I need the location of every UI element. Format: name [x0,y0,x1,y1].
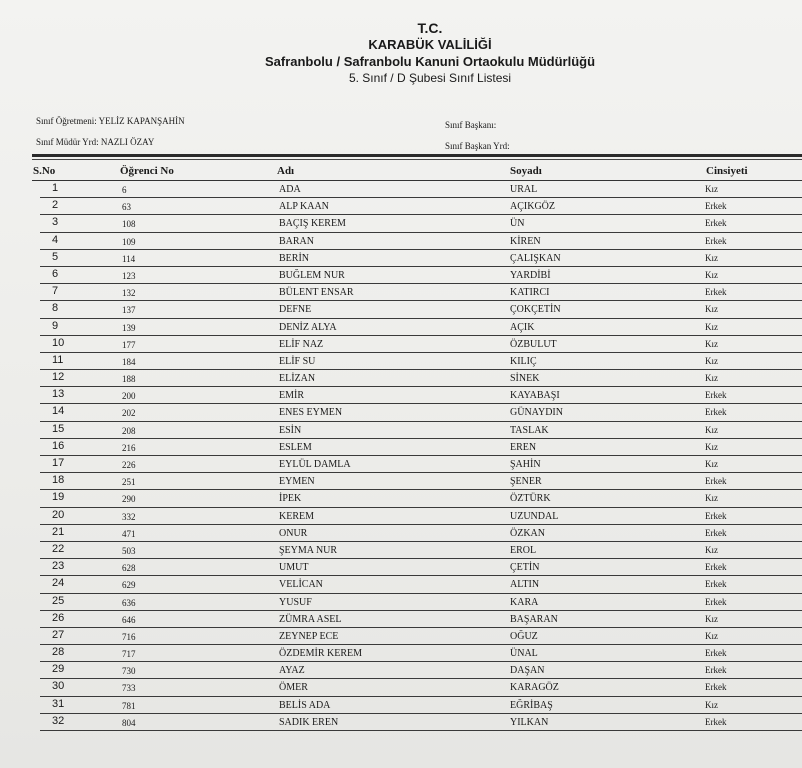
cell-name: UMUT [279,562,309,574]
cell-name: ENES EYMEN [279,407,343,419]
cell-sno: 2 [52,199,59,212]
cell-sno: 20 [52,508,65,521]
cell-sno: 18 [52,474,65,487]
cell-student-no: 646 [122,614,136,625]
cell-student-no: 200 [122,391,136,402]
cell-surname: EĞRİBAŞ [510,699,553,711]
class-president-label: Sınıf Başkanı: [445,120,497,130]
table-row [0,542,802,559]
cell-name: EMİR [279,390,304,402]
cell-student-no: 332 [122,511,136,522]
cell-sno: 12 [52,371,65,384]
cell-gender: Kız [705,252,718,263]
cell-sno: 26 [52,611,65,624]
col-header-student-no: Öğrenci No [120,165,174,177]
cell-name: ÖZDEMİR KEREM [279,648,363,660]
table-row [0,508,802,525]
cell-gender: Erkek [705,716,727,727]
table-row [0,576,802,593]
table-row [0,301,802,318]
cell-sno: 6 [52,267,59,280]
cell-student-no: 63 [122,202,131,213]
cell-surname: ÖZTÜRK [510,493,551,505]
table-row [0,559,802,576]
cell-name: ZÜMRA ASEL [279,613,342,625]
cell-name: BÜLENT ENSAR [279,287,354,299]
col-header-name: Adı [277,165,295,177]
cell-surname: ŞENER [510,476,542,488]
table-row [0,336,802,353]
table-row [0,353,802,370]
cell-sno: 1 [52,182,59,194]
cell-gender: Kız [705,630,718,641]
cell-gender: Erkek [705,579,727,590]
cell-name: ELİF NAZ [279,338,324,350]
cell-sno: 5 [52,250,59,263]
table-row [0,267,802,284]
cell-gender: Kız [705,699,718,710]
cell-surname: ÜNAL [510,648,538,660]
cell-gender: Erkek [705,476,727,487]
table-row [0,594,802,611]
table-row [0,181,802,198]
cell-name: BUĞLEM NUR [279,269,345,281]
cell-sno: 19 [52,491,65,504]
col-header-sno: S.No [33,165,56,177]
cell-name: AYAZ [279,665,305,677]
table-row [0,662,802,679]
cell-student-no: 636 [122,597,136,608]
cell-sno: 17 [52,457,65,469]
table-row [0,611,802,628]
cell-gender: Kız [705,613,718,624]
header-school: Safranbolu / Safranbolu Kanuni Ortaokulu Müdürlüğü [264,54,596,69]
class-teacher: Sınıf Öğretmeni: YELİZ KAPANŞAHİN [36,116,185,126]
cell-sno: 13 [52,388,65,401]
cell-surname: EREN [510,441,537,453]
cell-surname: ÖZKAN [510,527,545,539]
cell-name: KEREM [279,510,314,522]
cell-gender: Kız [705,338,718,349]
cell-gender: Kız [705,544,718,555]
table-row [0,679,802,696]
table-row [0,198,802,215]
cell-name: ALP KAAN [279,201,329,213]
cell-name: BERİN [279,252,309,264]
cell-student-no: 226 [122,460,136,470]
cell-surname: KILIÇ [510,355,537,367]
cell-surname: KAYABAŞI [510,390,560,402]
cell-surname: YILKAN [510,716,549,728]
cell-gender: Erkek [705,562,727,573]
cell-sno: 4 [52,233,59,246]
cell-surname: OĞUZ [510,630,538,642]
cell-student-no: 139 [122,322,136,333]
cell-name: BAÇIŞ KEREM [279,218,346,230]
cell-name: ŞEYMA NUR [279,544,338,556]
table-row [0,628,802,645]
cell-surname: ÇETİN [510,562,540,574]
cell-student-no: 109 [122,236,136,247]
cell-name: ADA [279,184,301,195]
cell-sno: 30 [52,680,65,693]
cell-name: VELİCAN [279,579,323,591]
cell-student-no: 137 [122,305,136,316]
table-row [0,490,802,507]
cell-sno: 24 [52,577,65,590]
table-row [0,456,802,473]
cell-student-no: 781 [122,700,136,711]
cell-sno: 21 [52,525,65,538]
cell-student-no: 471 [122,528,136,539]
table-row [0,233,802,250]
cell-name: ONUR [279,527,308,539]
header-rule-thick [32,154,802,157]
cell-gender: Erkek [705,407,727,418]
table-header [0,163,802,179]
cell-surname: YARDİBİ [510,269,551,281]
col-header-surname: Soyadı [510,165,542,177]
header-governorship: KARABÜK VALİLİĞİ [368,37,492,52]
cell-name: ELİZAN [279,373,316,385]
cell-surname: ŞAHİN [510,459,541,470]
cell-name: SADIK EREN [279,716,339,728]
cell-name: DENİZ ALYA [279,321,337,333]
cell-sno: 22 [52,542,65,555]
cell-gender: Erkek [705,287,727,298]
header-list-title: 5. Sınıf / D Şubesi Sınıf Listesi [348,71,512,85]
cell-name: ZEYNEP ECE [279,630,339,642]
table-row [0,473,802,490]
cell-sno: 15 [52,422,65,435]
cell-gender: Kız [705,459,718,469]
col-header-gender: Cinsiyeti [706,165,748,177]
cell-surname: TASLAK [510,424,549,436]
cell-gender: Kız [705,269,718,280]
header-tc: T.C. [417,20,443,36]
cell-gender: Erkek [705,665,727,676]
cell-student-no: 108 [122,219,136,230]
table-row [0,215,802,232]
cell-name: YUSUF [279,596,312,608]
cell-name: ELİF SU [279,355,316,367]
cell-sno: 3 [52,216,59,229]
table-row [0,319,802,336]
cell-student-no: 216 [122,442,136,453]
cell-student-no: 177 [122,339,136,350]
cell-student-no: 733 [122,683,136,694]
cell-student-no: 629 [122,580,136,591]
cell-gender: Erkek [705,527,727,538]
cell-name: EYLÜL DAMLA [279,459,351,470]
cell-student-no: 717 [122,649,136,660]
cell-name: ESİN [279,424,302,436]
cell-sno: 31 [52,697,65,710]
cell-sno: 29 [52,663,65,676]
table-body [0,181,802,731]
table-row [0,250,802,267]
cell-name: ESLEM [279,441,312,453]
cell-name: BELİS ADA [279,699,331,711]
cell-gender: Erkek [705,510,727,521]
table-row [0,697,802,714]
cell-sno: 9 [52,319,59,332]
cell-student-no: 208 [122,425,136,436]
cell-gender: Kız [705,424,718,435]
cell-surname: UZUNDAL [510,510,559,522]
cell-student-no: 123 [122,270,136,281]
cell-gender: Erkek [705,648,727,659]
table-row [0,439,802,456]
cell-gender: Erkek [705,218,727,229]
vice-principal: Sınıf Müdür Yrd: NAZLI ÖZAY [36,137,155,147]
table-row [0,525,802,542]
cell-surname: DAŞAN [510,665,545,677]
table-row [0,422,802,439]
cell-name: EYMEN [279,476,315,488]
table-row [0,645,802,662]
cell-gender: Erkek [705,235,727,246]
cell-gender: Kız [705,321,718,332]
table-row [0,387,802,404]
cell-sno: 8 [52,302,59,315]
cell-student-no: 6 [122,185,127,195]
cell-gender: Erkek [705,390,727,401]
class-vice-president-label: Sınıf Başkan Yrd: [445,141,510,151]
cell-sno: 14 [52,405,65,418]
cell-student-no: 114 [122,253,136,264]
cell-student-no: 188 [122,374,136,385]
cell-sno: 16 [52,439,65,452]
document-header [0,20,802,86]
cell-gender: Kız [705,373,718,384]
cell-gender: Kız [705,184,718,194]
cell-surname: ÇALIŞKAN [510,252,561,264]
cell-student-no: 251 [122,477,136,488]
cell-surname: ÜN [510,218,525,230]
cell-student-no: 290 [122,494,136,505]
cell-name: İPEK [279,493,302,505]
cell-surname: KARAGÖZ [510,682,559,694]
cell-sno: 10 [52,336,65,349]
cell-student-no: 730 [122,666,136,677]
cell-surname: GÜNAYDIN [510,407,563,419]
cell-surname: URAL [510,184,538,195]
cell-gender: Erkek [705,201,727,212]
cell-student-no: 503 [122,545,136,556]
cell-surname: EROL [510,544,537,556]
cell-sno: 28 [52,646,65,659]
cell-name: DEFNE [279,304,312,316]
cell-student-no: 804 [122,717,136,728]
cell-gender: Erkek [705,596,727,607]
table-row [0,714,802,731]
cell-gender: Kız [705,441,718,452]
cell-surname: KİREN [510,235,541,247]
table-row [0,370,802,387]
cell-gender: Kız [705,355,718,366]
cell-gender: Erkek [705,682,727,693]
cell-name: ÖMER [279,682,308,694]
cell-student-no: 184 [122,356,136,367]
cell-sno: 25 [52,594,65,607]
cell-gender: Kız [705,493,718,504]
cell-surname: ALTIN [510,579,540,591]
cell-name: BARAN [279,235,315,247]
cell-student-no: 628 [122,563,136,574]
cell-surname: KATIRCI [510,287,550,299]
cell-surname: BAŞARAN [510,613,558,625]
table-row [0,404,802,421]
cell-surname: AÇIKGÖZ [510,201,555,213]
cell-sno: 11 [52,353,64,366]
header-rule-thin [32,159,802,160]
cell-student-no: 132 [122,288,136,299]
cell-sno: 7 [52,285,59,298]
cell-surname: ÇOKÇETİN [510,304,561,316]
cell-surname: ÖZBULUT [510,338,557,350]
cell-surname: KARA [510,596,539,608]
cell-student-no: 716 [122,631,136,642]
cell-student-no: 202 [122,408,136,419]
cell-sno: 23 [52,560,65,573]
cell-sno: 27 [52,628,65,641]
table-row [0,284,802,301]
cell-surname: AÇIK [510,321,535,333]
cell-surname: SİNEK [510,373,540,385]
cell-sno: 32 [52,714,65,727]
cell-gender: Kız [705,304,718,315]
